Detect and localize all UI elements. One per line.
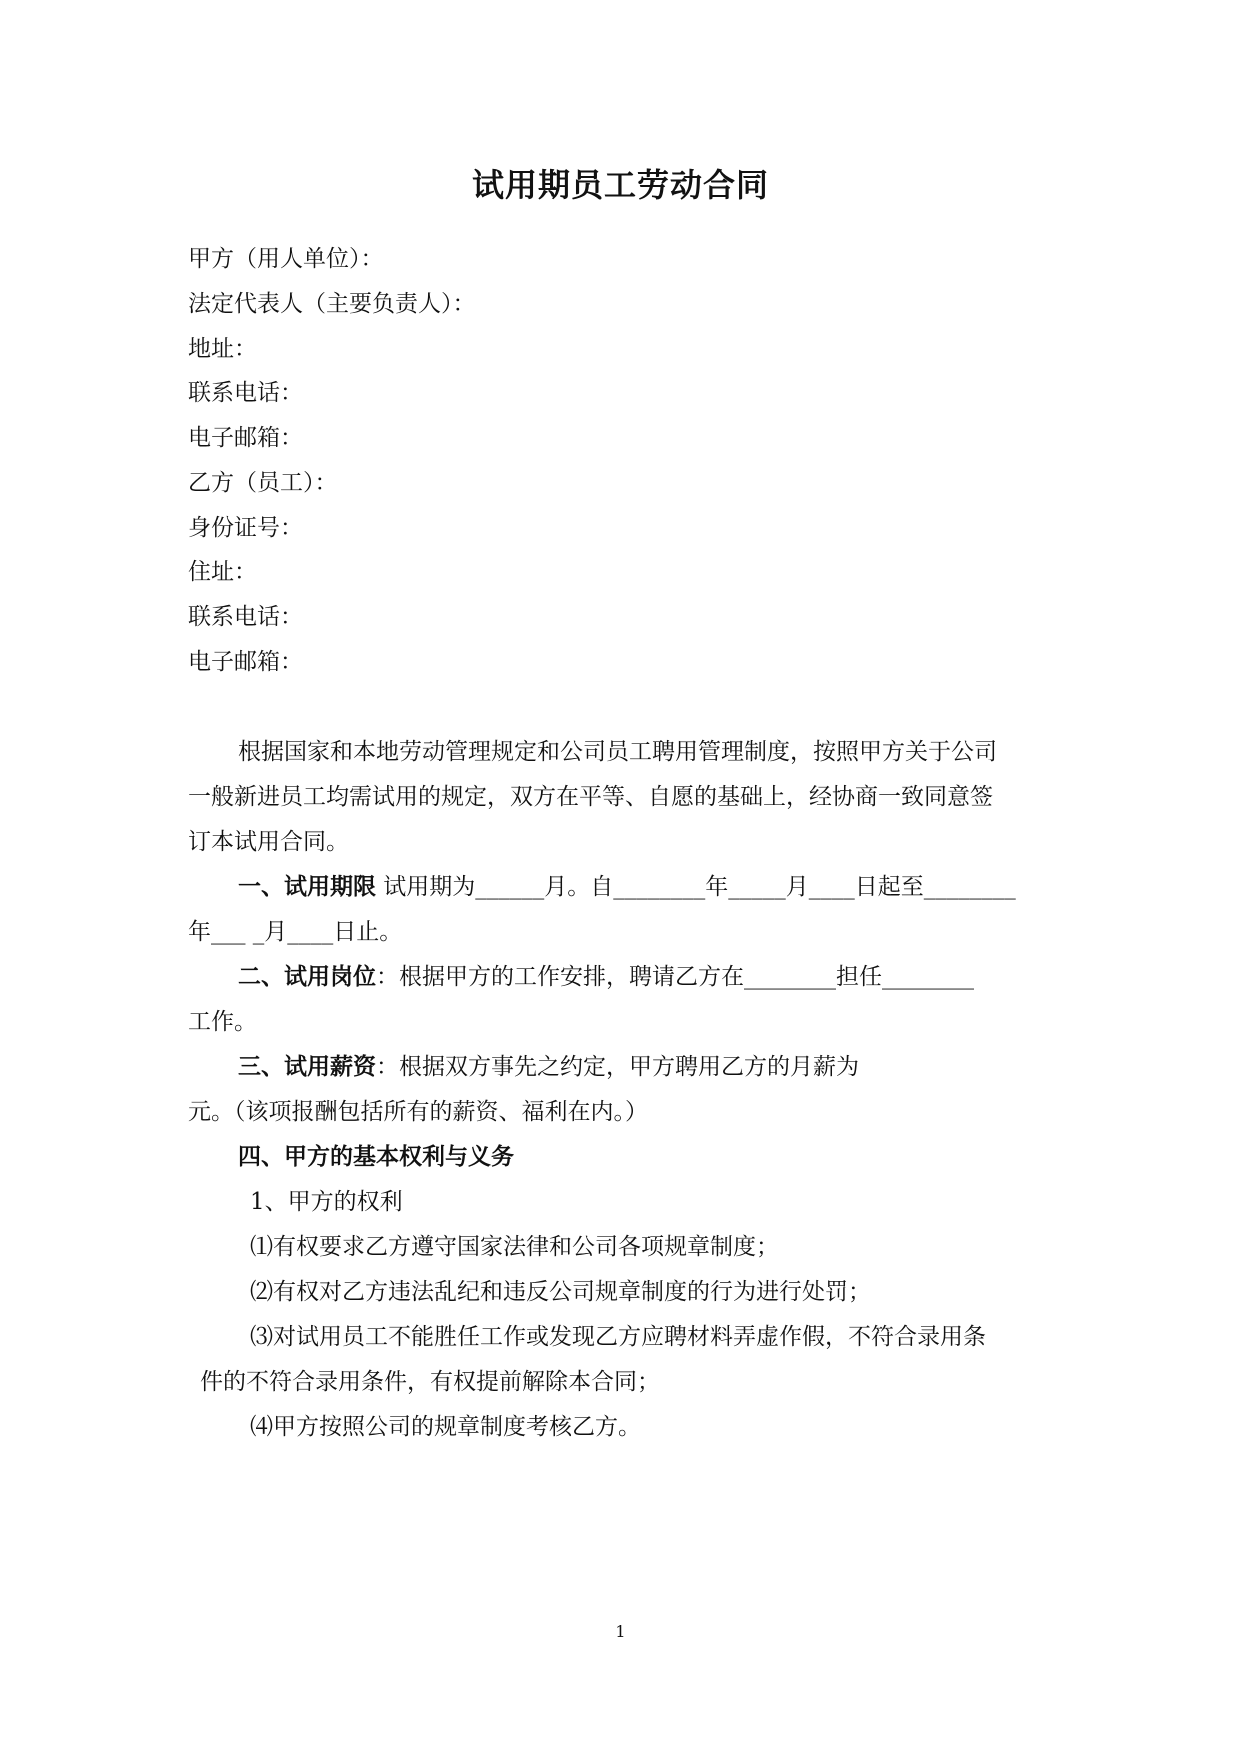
clause-4-subheading: 1、甲方的权利	[250, 1189, 403, 1215]
document-title: 试用期员工劳动合同	[471, 166, 769, 204]
preamble-line-1: 根据国家和本地劳动管理规定和公司员工聘用管理制度，按照甲方关于公司	[238, 739, 997, 765]
party-b-employee: 乙方（员工）：	[188, 470, 338, 496]
party-a-email: 电子邮箱：	[188, 425, 303, 451]
clause-1-continuation: 年___ _月____日止。	[188, 919, 403, 945]
party-a-representative: 法定代表人（主要负责人）：	[188, 291, 476, 317]
clause-3	[238, 1052, 859, 1082]
party-b-id-number: 身份证号：	[188, 515, 303, 541]
preamble-line-2: 一般新进员工均需试用的规定，双方在平等、自愿的基础上，经协商一致同意签	[188, 784, 993, 810]
clause-3-heading: 三、试用薪资	[238, 1054, 376, 1080]
party-b-phone: 联系电话：	[188, 604, 303, 630]
page-number: 1	[615, 1622, 626, 1641]
clause-4-item-3-continuation: 件的不符合录用条件，有权提前解除本合同；	[200, 1369, 660, 1395]
preamble-line-3: 订本试用合同。	[188, 829, 349, 855]
clause-4-item-2: ⑵有权对乙方违法乱纪和违反公司规章制度的行为进行处罚；	[250, 1279, 871, 1305]
party-b-email: 电子邮箱：	[188, 649, 303, 675]
clause-1-heading: 一、试用期限	[238, 874, 376, 900]
clause-1	[238, 872, 1016, 902]
clause-2	[238, 962, 974, 992]
clause-2-text: ：根据甲方的工作安排，聘请乙方在________担任________	[376, 964, 974, 990]
clause-2-continuation: 工作。	[188, 1009, 257, 1035]
party-a-address: 地址：	[188, 336, 257, 362]
party-a-unit: 甲方（用人单位）：	[188, 246, 384, 272]
clause-4-item-3: ⑶对试用员工不能胜任工作或发现乙方应聘材料弄虚作假，不符合录用条	[250, 1324, 986, 1350]
party-a-phone: 联系电话：	[188, 380, 303, 406]
clause-2-heading: 二、试用岗位	[238, 964, 376, 990]
clause-3-continuation: 元。（该项报酬包括所有的薪资、福利在内。）	[188, 1099, 648, 1125]
clause-1-text: 试用期为______月。自________年_____月____日起至________	[376, 874, 1016, 900]
clause-4-item-1: ⑴有权要求乙方遵守国家法律和公司各项规章制度；	[250, 1234, 779, 1260]
clause-4-item-4: ⑷甲方按照公司的规章制度考核乙方。	[250, 1414, 641, 1440]
clause-3-text: ：根据双方事先之约定，甲方聘用乙方的月薪为	[376, 1054, 859, 1080]
party-b-address: 住址：	[188, 559, 257, 585]
clause-4-heading: 四、甲方的基本权利与义务	[238, 1144, 514, 1170]
